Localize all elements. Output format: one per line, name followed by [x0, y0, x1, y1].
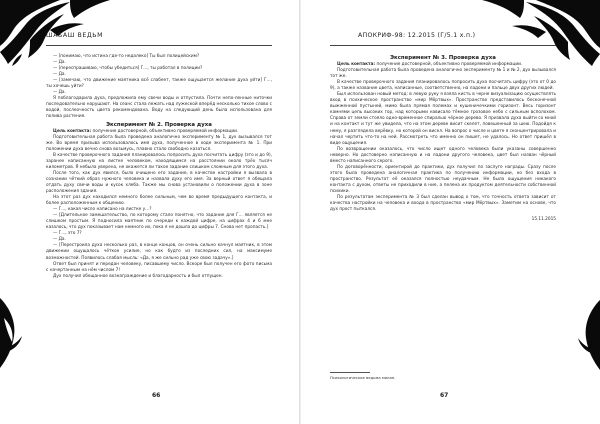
paragraph: Был использован новый метод: в левую руку я взяла кисть в черне визуализацию осуществлять вход в психическое пространство «мир Мёртвых». Пространство представилось бесконечной выжженной пустыней, мимо была прямая полемах и кушеничечкими горизонт. Весь горизонт камнями цепь высоких гор, над которыми нависало тёмное грозовое небо с сильным всполохом. Справа от земли стояло одно-временное спиралью чёрное дерево. Я призвала духа выйти со мной и на контакт и тут же увидела, что на этом дереве висит скелет, повешенный за шею. Подойдя к нему, я разглядела верёвку, но которой он висел. На вопрос о числе и цвете я сконцентрировала и начал чертить что-то на ней. Рассмотреть что именно он пишет, не удалось. Но ответ пришёл в виде ощущения.	[330, 92, 556, 146]
running-head: АПОКРИФ-98: 12.2015 (Г/5.1 х.п.)	[358, 32, 476, 39]
goal-label: Цель контакта:	[337, 62, 376, 67]
footnote-rule	[330, 372, 370, 373]
section-title: Эксперимент № 2. Проверка духа	[106, 121, 212, 128]
tribal-flourish-icon	[0, 298, 30, 368]
page-number: 67	[440, 392, 449, 399]
paragraph: Я поблагодарила духа, предложила ему свечи воды и отпустила. Почти непо-ленные ниточки последовательно нарушают. На сеанс стала лежать над лужеской вперёд несколько тихое слово с водой, послеочность цвета рекомендована. Воду на следующий день была использована для полива растения.	[46, 96, 272, 120]
paragraph: По возвращении оказалось, что число ищет одного человека были указаны совершенно неверно. Но достоверно написанную и на ладони другого человека, цвет был назван чёрный вместо написанного серого.	[330, 146, 556, 164]
paragraph: — [переспрашиваю, чтобы убедиться] Г..., ты работал в полиции?	[53, 66, 203, 72]
paragraph: По результатам эксперимента № 3 был сделан вывод о том, что точность ответа зависит от качества настройки на человека и входа в пространство «мир Мёртвых». Заметим на основе, что дух прост пыткался.	[330, 195, 556, 213]
running-head: ШАБАШ ВЕДЬМ	[46, 32, 104, 39]
paragraph: Цель контакта: получение достоверной, объективно проверяемой информации.	[337, 62, 523, 67]
paragraph: — [замечаю, что движение маятника всё слабеет, также ощущается желание духа уйти] Г..., ты хочешь уйти?	[46, 78, 272, 90]
header-rule	[330, 45, 556, 46]
paragraph: — [Перестроила духа несколько раз, в конце концов, он очень сильно качнул маятник, в этом движении ощущалось чёткое усилие, но как будто из последних сил, на максимуме возможностей. Появилось слабая мысль: «Да, я же сильно рад уже свою задачу».]	[46, 243, 272, 261]
paragraph: — Да.	[53, 72, 66, 78]
paragraph: Подготовительная работа была проведена аналогично эксперименту № 1, дух вызывался тот же. Во время призыва использовалось имя духа, полученное в ходе эксперимента № 1. При положении духа вечно снова возьмусь, плавно стало свободно казаться.	[46, 134, 272, 152]
paragraph: — [Длительное замешательство, по которому стало понятно, что задание для Г... является не слишком простым. Я подносила маятник по очереди к каждой цифре, на цифрах 4 и 6 мне казалось, что дух показывает нам немного их, пока я не дошла до цифры 7. Снова нет пропасть.]	[46, 213, 272, 231]
right-page	[300, 0, 600, 424]
paragraph: Ответ был принят и передан человеку, писавшему число. Вскоре был получен его фото письма с начертанным на нём числом 7!	[46, 261, 272, 273]
paragraph: На этот раз дух находился немного более сильным, чем во время предыдущего контакта, и более расположенным к общению.	[46, 195, 272, 207]
paragraph: Цель контакта: получение достоверной, объективно проверяемой информации.	[53, 128, 239, 134]
paragraph: В качестве проверочного задания планировалось попросить духа посчитать цифру (это от 0 до 9), а также название цвета, написанные, соответственно, на ладони и пальце двух других людей.	[330, 80, 556, 92]
paragraph: Дух получил обещанное вознаграждение и благодарность и был отпущен.	[53, 273, 223, 279]
paragraph: — Да.	[53, 60, 66, 66]
paragraph: — Да.	[53, 90, 66, 96]
page-number: 66	[152, 392, 161, 399]
footnote: Психологическое ведьма малан.	[330, 375, 396, 380]
right-body	[330, 54, 556, 223]
header-rule	[46, 45, 272, 46]
goal-label: Цель контакта:	[53, 128, 92, 134]
left-body	[46, 54, 272, 280]
paragraph: В качестве проверочного задания планировалось попросить духа посчитать цифру (это и до 9), заранее написанную на листке человеком, находящимся на расстоянии около трёх тысяч километров. Я небыла уверена, не окажется ли такое задание слишком сложным для этого духа.	[46, 152, 272, 170]
paragraph: — Да.	[53, 237, 66, 243]
section-title: Эксперимент № 3. Проверка духа	[390, 55, 496, 61]
paragraph: — Г..., это 7?	[53, 231, 82, 237]
tribal-flourish-icon	[572, 300, 600, 370]
paragraph: Подготовительная работа была проведена аналогично эксперименту № 1 и № 2, дух вызывался тот же.	[330, 68, 556, 80]
paragraph: — [понимаю, что истина где-то недалеко] Ты был полицейским?	[53, 54, 200, 59]
paragraph: — Г..., какая число написано на листке у...?	[53, 207, 152, 213]
paragraph: После того, как дух явился, было очищено его задание, в качестве настройки я вызвала в сознании чёткий образ нужного человека и назвала духу его имя. За верный ответ я обещала отдать духу свечи воды и кусок хлеба. Также мы снова установили о положении духа в зоне расположения здания.	[46, 170, 272, 194]
paragraph: По договорённости, ориентирой до практики, дух получил по заслуге награды. Сразу после этого была проведена аналогичная практика по получению информации, но без входа в пространство. Результат её оказался полностью неудачным. Не была ощущения никакого контакта с духом, ответы не приходили в ние, а пелена их продуктом деятельности собственной психики.	[330, 164, 556, 194]
date-signature: 15.11.2015	[531, 217, 556, 223]
